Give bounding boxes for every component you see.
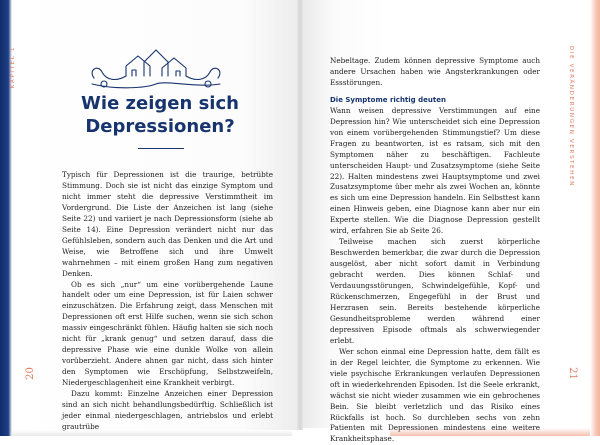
left-paragraph-3: Dazu kommt: Einzelne Anzeichen einer Depression sind an sich nicht behandlungsbedürftig. Schließlich ist jeder einmal niedergeschlagen, antriebslos und erlebt grautrübe: [62, 389, 273, 431]
right-intro-paragraph: Nebeltage. Zudem können depressive Symptome auch andere Ursachen haben wie Angsterkrankungen oder Essstörungen.: [330, 56, 540, 87]
right-paragraph-3: Wer schon einmal eine Depression hatte, dem fällt es in der Regel leichter, die Symptome zu erkennen. Wie viele psychische Erkrankungen verlaufen Depressionen oft in wiederkehrenden Episoden. Ist die Seele erkrankt, wächst sie nicht wieder zusammen wie ein gebrochenes Bein. Sie bleibt verletzlich und das Risiko eines Rückfalls ist hoch. So durchleben sechs von zehn Patienten mit Depressionen mindestens eine weitere Krankheitsphase.: [330, 346, 540, 444]
left-paragraph-2: Ob es sich „nur“ um eine vorübergehende Laune handelt oder um eine Depression, ist für Laien schwer einzuschätzen. Die Erfahrung zeigt, dass Menschen mit Depressionen oft erst Hilfe suchen, wenn sie sich schon massiv eingeschränkt fühlen. Häufig halten sie sich noch nicht für „krank genug“ und setzen darauf, dass die depressive Phase wie eine dunkle Wolke von allein vorüberzieht. Andere ahnen gar nicht, dass sich hinter den Symptomen wie Erschöpfung, Selbstzweifeln, Niedergeschlagenheit eine Krankheit verbirgt.: [62, 279, 273, 388]
section-subheading: Die Symptome richtig deuten: [330, 95, 446, 104]
right-running-head: DIE VERÄNDERUNGEN VERSTEHEN: [568, 46, 574, 188]
left-running-head: KAPITEL 1: [10, 46, 16, 89]
left-paragraph-1: Typisch für Depressionen ist die traurige, betrübte Stimmung. Doch sie ist nicht das einzige Symptom und nicht immer steht die depressive Verstimmtheit im Vordergrund. Die Liste der Anzeichen ist lang (siehe Seite 22) und variiert je nach Depressionsform (siehe ab Seite 14). Eine Depression verändert nicht nur das Gefühlsleben, sondern auch das Denken und die Art und Weise, wie Betroffene sich und ihre Umwelt wahrnehmen – mit einem großen Hang zum negativen Denken.: [62, 170, 273, 278]
right-page-number: 21: [566, 367, 578, 380]
right-paragraph-1: Wann weisen depressive Verstimmungen auf eine Depression hin? Wie unterscheidet sich eine Depression von einem vorübergehenden Stimmungstief? Um diese Fragen zu beantworten, ist es ratsam, sich mit den Symptomen näher zu beschäftigen. Fachleute unterscheiden Haupt- und Zusatzsymptome (siehe Seite 22). Halten mindestens zwei Hauptsymptome und zwei Zusatzsymptome über mehr als zwei Wochen an, könnte es sich um eine Depression handeln. Ein Selbsttest kann einen Hinweis geben, eine Diagnose kann aber nur ein Experte stellen. Wie die Diagnose Depression gestellt wird, erfahren Sie ab Seite 26.: [330, 105, 540, 236]
houses-swirl-ornament-icon: [86, 40, 226, 92]
book-edge-right: [590, 0, 600, 436]
left-body-text: [62, 170, 273, 433]
chapter-heading: [50, 92, 270, 138]
right-body-text: [330, 56, 540, 445]
book-gutter: [297, 0, 303, 430]
right-paragraph-2: Teilweise machen sich zuerst körperliche Beschwerden bemerkbar, die zwar durch die Depression ausgelöst, aber nicht sofort damit in Verbindung gebracht werden. Dies können Schlaf- und Verdauungsstörungen, Schwindelgefühle, Kopf- und Rückenschmerzen, Engegefühl in der Brust und Herzrasen sein. Bereits bestehende körperliche Gesundheitsprobleme werden während einer depressiven Episode oftmals als schwerwiegender erlebt.: [330, 237, 540, 345]
left-page-number: 20: [24, 367, 36, 380]
heading-line-1: Wie zeigen sich: [81, 93, 239, 114]
heading-line-2: Depressionen?: [85, 116, 235, 137]
heading-rule: [138, 148, 184, 149]
